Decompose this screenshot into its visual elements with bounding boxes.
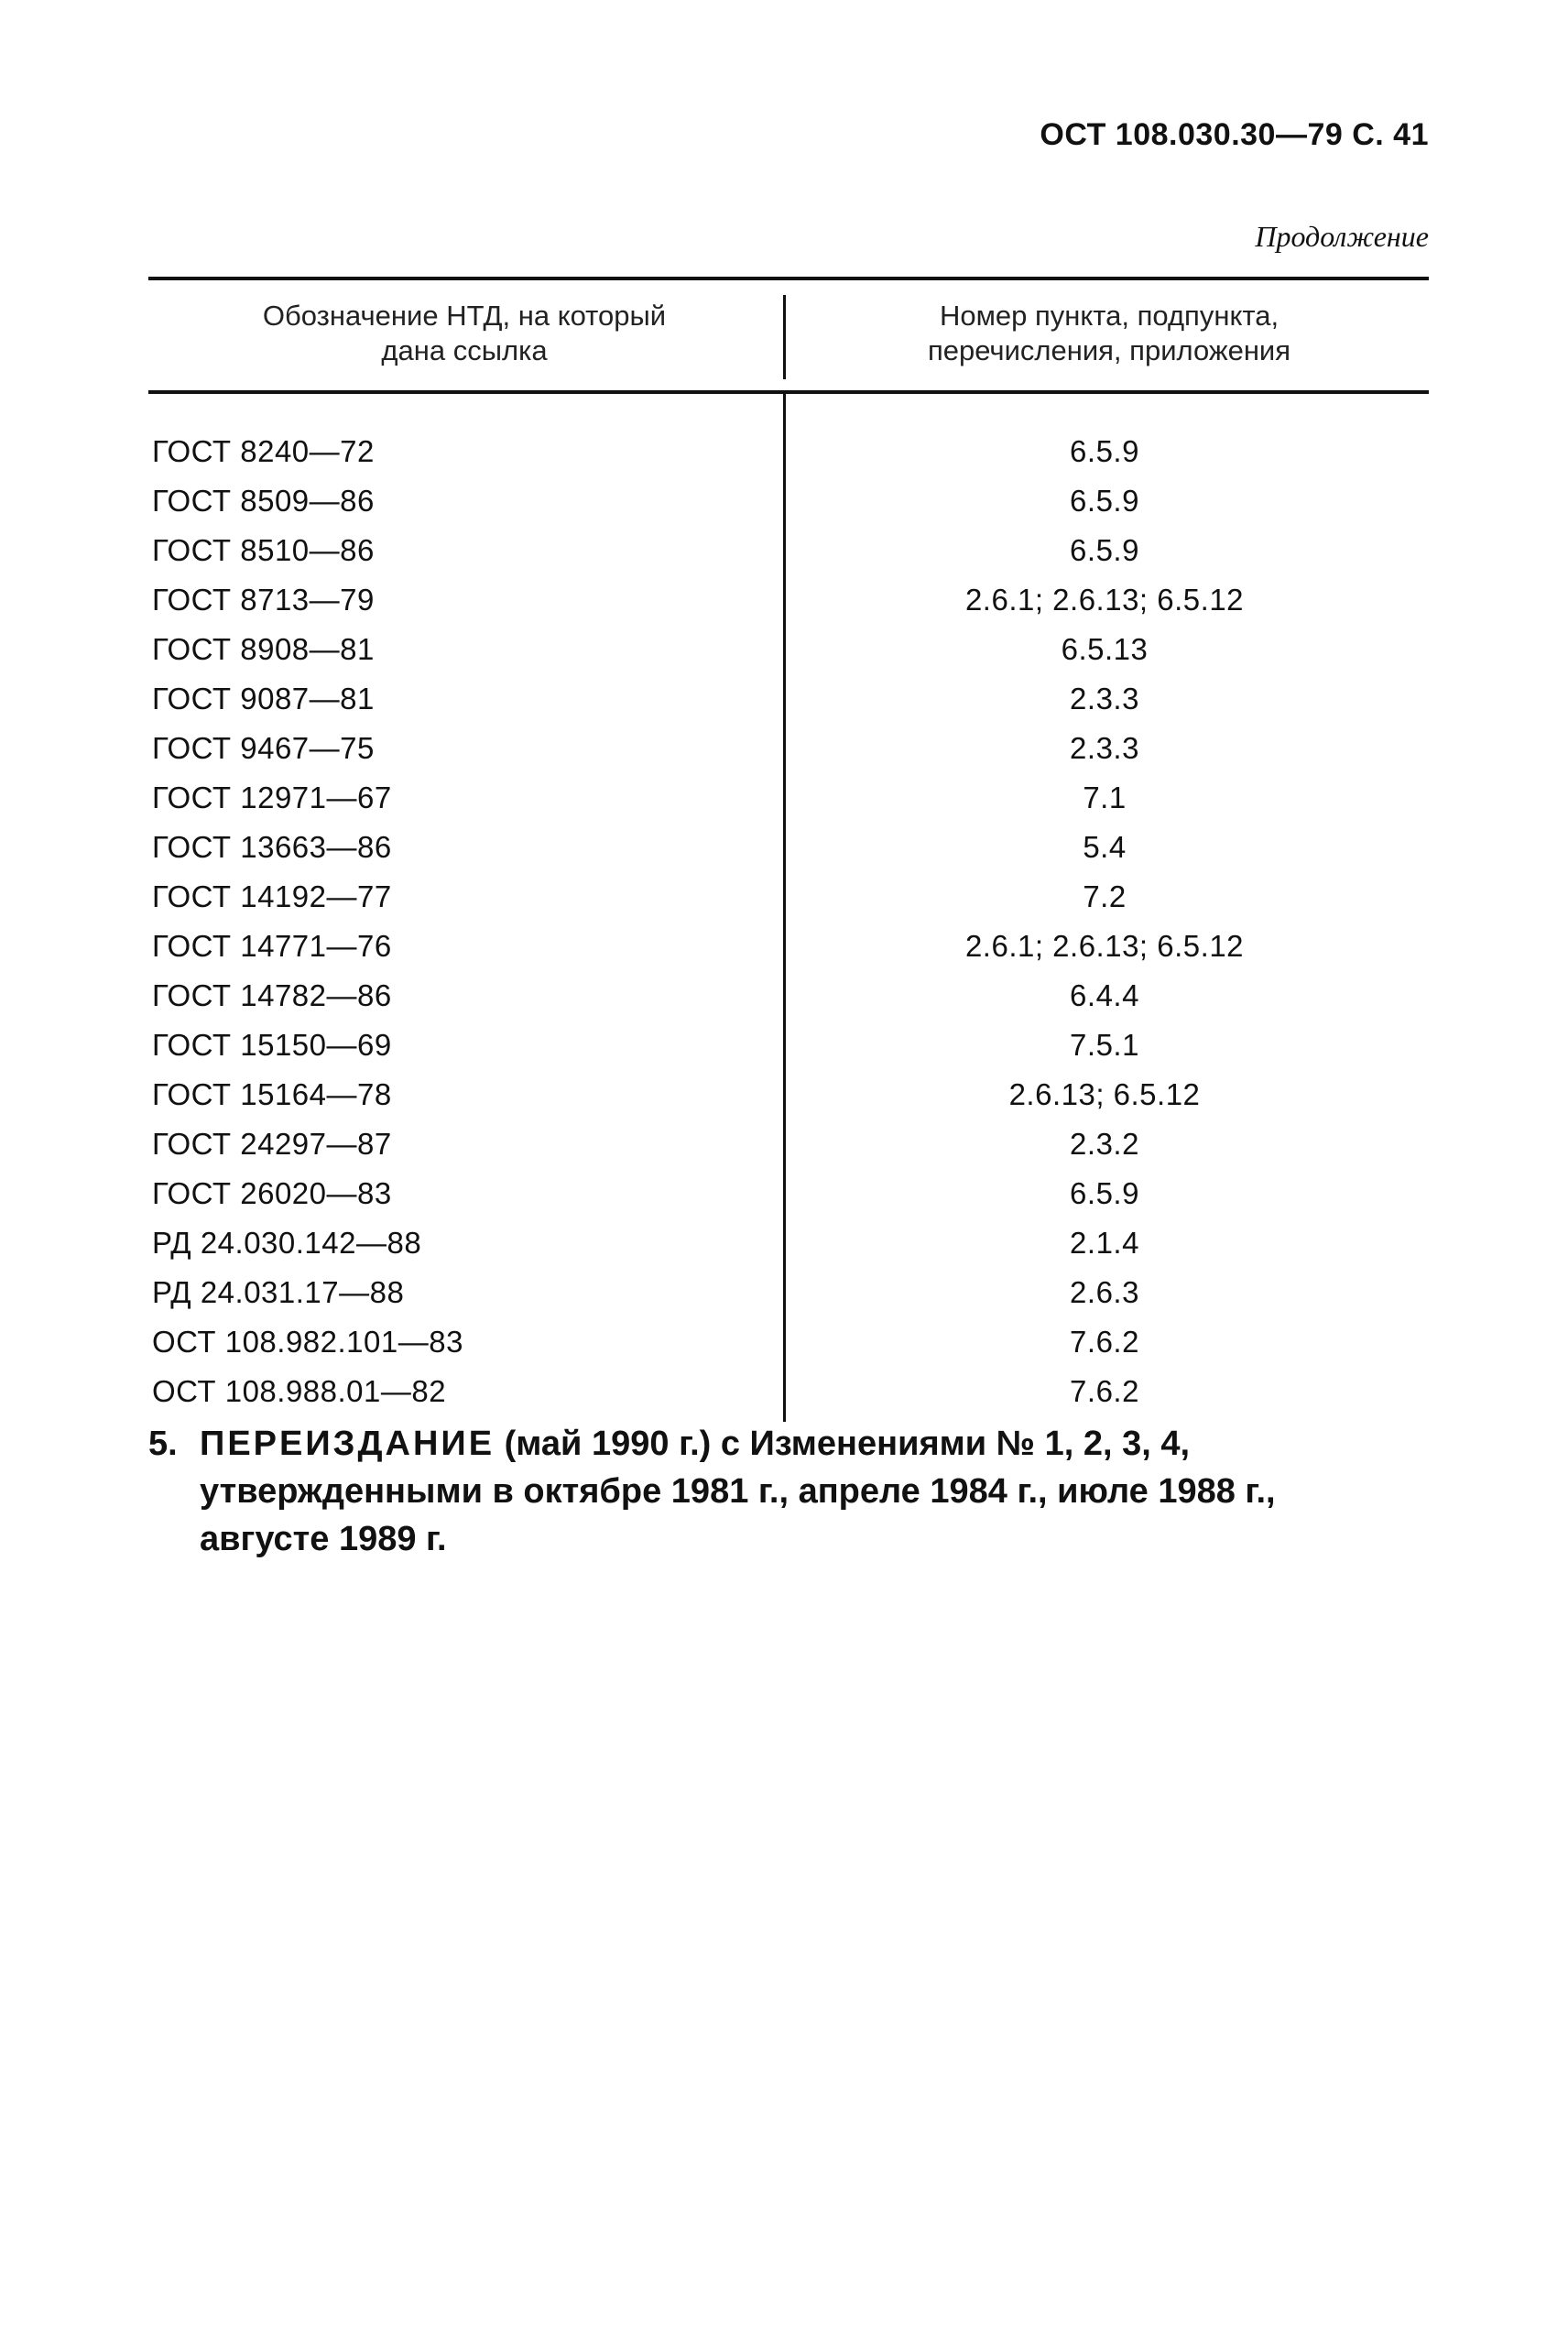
cell-document-designation: ГОСТ 9087—81 bbox=[152, 682, 375, 715]
cell-section-numbers: 7.5.1 bbox=[1070, 1028, 1139, 1062]
table-row bbox=[148, 1268, 1429, 1317]
reissue-line1-rest: (май 1990 г.) с Изменениями № 1, 2, 3, 4, bbox=[504, 1425, 1191, 1463]
reference-table bbox=[148, 277, 1429, 1416]
reissue-title: ПЕРЕИЗДАНИЕ bbox=[200, 1425, 495, 1463]
cell-document-designation: ГОСТ 14782—86 bbox=[152, 978, 392, 1012]
cell-section-numbers: 2.3.2 bbox=[1070, 1127, 1139, 1161]
cell-document-designation: ГОСТ 8713—79 bbox=[152, 583, 375, 617]
cell-section-numbers: 2.3.3 bbox=[1070, 682, 1139, 715]
cell-document-designation: ГОСТ 24297—87 bbox=[152, 1127, 392, 1161]
cell-document-designation: ОСТ 108.988.01—82 bbox=[152, 1374, 447, 1408]
cell-section-numbers: 2.6.1; 2.6.13; 6.5.12 bbox=[964, 929, 1245, 963]
cell-section-numbers: 6.5.9 bbox=[1070, 1176, 1139, 1210]
cell-document-designation: ГОСТ 8240—72 bbox=[152, 434, 375, 468]
cell-section-numbers: 6.5.9 bbox=[1070, 533, 1139, 567]
table-row bbox=[148, 724, 1429, 773]
cell-document-designation: ОСТ 108.982.101—83 bbox=[152, 1325, 463, 1359]
table-row bbox=[148, 1317, 1429, 1367]
header-col1-line1: Обозначение НТД, на который bbox=[262, 300, 667, 332]
reissue-note bbox=[148, 1420, 1429, 1563]
cell-document-designation: ГОСТ 15164—78 bbox=[152, 1077, 392, 1111]
table-row bbox=[148, 1218, 1429, 1268]
table-row bbox=[148, 971, 1429, 1021]
continuation-label: Продолжение bbox=[1255, 220, 1429, 253]
page-header: ОСТ 108.030.30—79 С. 41 bbox=[1040, 117, 1429, 152]
table-row bbox=[148, 1169, 1429, 1218]
reissue-line2: утвержденными в октябре 1981 г., апреле 1984 г., июле 1988 г., bbox=[200, 1472, 1276, 1511]
cell-document-designation: ГОСТ 8908—81 bbox=[152, 632, 375, 666]
cell-document-designation: РД 24.030.142—88 bbox=[152, 1226, 422, 1260]
table-row bbox=[148, 1119, 1429, 1169]
header-col2-line2: перечисления, приложения bbox=[927, 334, 1291, 366]
table-row bbox=[148, 1367, 1429, 1416]
table-row bbox=[148, 1021, 1429, 1070]
header-col1-line2: дана ссылка bbox=[381, 334, 548, 366]
table-body bbox=[148, 394, 1429, 1416]
table-row bbox=[148, 427, 1429, 476]
table-row bbox=[148, 872, 1429, 922]
reissue-line3: августе 1989 г. bbox=[200, 1520, 447, 1558]
reissue-first-line bbox=[148, 1420, 1429, 1468]
cell-section-numbers: 7.6.2 bbox=[1070, 1325, 1139, 1359]
reissue-item-number: 5. bbox=[148, 1425, 178, 1463]
cell-section-numbers: 2.1.4 bbox=[1070, 1226, 1139, 1260]
header-col2-line1: Номер пункта, подпункта, bbox=[939, 300, 1279, 332]
table-row bbox=[148, 773, 1429, 823]
header-section-number bbox=[789, 299, 1429, 368]
cell-section-numbers: 6.4.4 bbox=[1070, 978, 1139, 1012]
cell-section-numbers: 5.4 bbox=[1083, 830, 1127, 864]
cell-section-numbers: 2.3.3 bbox=[1070, 731, 1139, 765]
cell-section-numbers: 7.1 bbox=[1083, 781, 1127, 814]
cell-section-numbers: 6.5.13 bbox=[1061, 632, 1149, 666]
header-document-designation bbox=[148, 299, 780, 368]
cell-document-designation: ГОСТ 14192—77 bbox=[152, 879, 392, 913]
table-row bbox=[148, 625, 1429, 674]
cell-section-numbers: 2.6.13; 6.5.12 bbox=[1008, 1077, 1201, 1111]
cell-document-designation: ГОСТ 12971—67 bbox=[152, 781, 392, 814]
cell-section-numbers: 2.6.3 bbox=[1070, 1275, 1139, 1309]
cell-section-numbers: 6.5.9 bbox=[1070, 434, 1139, 468]
cell-document-designation: ГОСТ 8509—86 bbox=[152, 484, 375, 518]
cell-document-designation: ГОСТ 8510—86 bbox=[152, 533, 375, 567]
cell-section-numbers: 2.6.1; 2.6.13; 6.5.12 bbox=[964, 583, 1245, 617]
table-row bbox=[148, 1070, 1429, 1119]
cell-document-designation: ГОСТ 9467—75 bbox=[152, 731, 375, 765]
cell-section-numbers: 7.6.2 bbox=[1070, 1374, 1139, 1408]
table-row bbox=[148, 575, 1429, 625]
cell-document-designation: ГОСТ 13663—86 bbox=[152, 830, 392, 864]
table-row bbox=[148, 922, 1429, 971]
table-row bbox=[148, 526, 1429, 575]
table-row bbox=[148, 823, 1429, 872]
cell-document-designation: РД 24.031.17—88 bbox=[152, 1275, 405, 1309]
cell-document-designation: ГОСТ 15150—69 bbox=[152, 1028, 392, 1062]
cell-section-numbers: 6.5.9 bbox=[1070, 484, 1139, 518]
cell-document-designation: ГОСТ 14771—76 bbox=[152, 929, 392, 963]
cell-section-numbers: 7.2 bbox=[1083, 879, 1127, 913]
table-row bbox=[148, 674, 1429, 724]
table-row bbox=[148, 476, 1429, 526]
table-header bbox=[148, 280, 1429, 394]
header-column-divider bbox=[783, 295, 786, 379]
cell-document-designation: ГОСТ 26020—83 bbox=[152, 1176, 392, 1210]
